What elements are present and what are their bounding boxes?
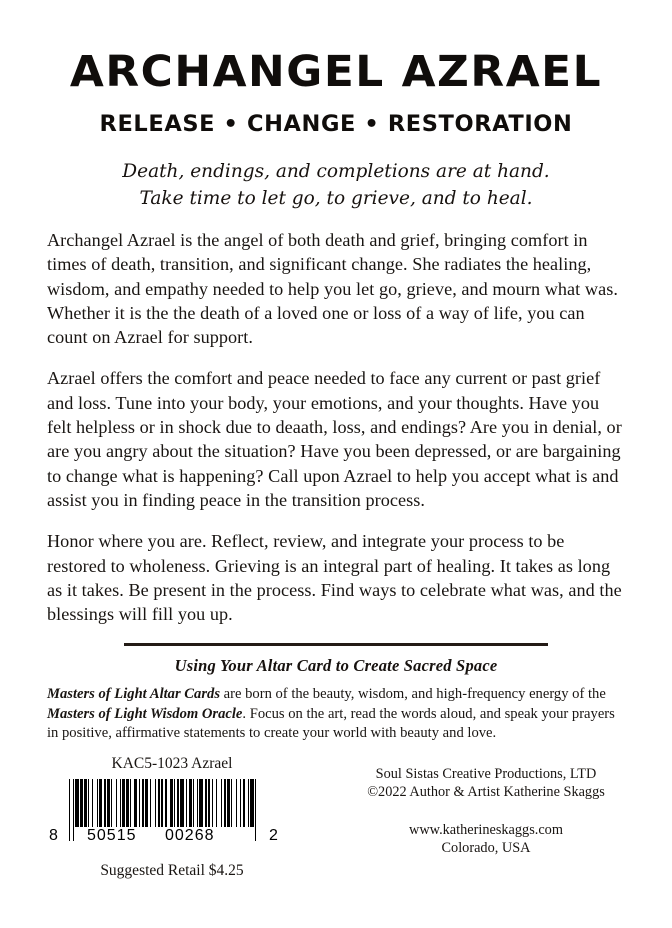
tagline-line-2: Take time to let go, to grieve, and to heal.: [139, 188, 533, 209]
sku-label: KAC5-1023 Azrael: [111, 755, 233, 772]
keyword-line: RELEASE • CHANGE • RESTORATION: [99, 111, 573, 137]
barcode: [47, 779, 297, 857]
barcode-digits: [47, 827, 297, 847]
altar-bold-1: Masters of Light Altar Cards: [47, 686, 220, 702]
publisher-copyright: ©2022 Author & Artist Katherine Skaggs: [367, 784, 605, 800]
altar-section-body: [47, 685, 625, 744]
body-paragraph-3: Honor where you are. Reflect, review, and integrate your process to be restored to wholeness. Grieving is an integral part of healing. It takes as long as it takes. Be present in the process. Find ways to celebrate what was, and the blessings will fill you up.: [47, 531, 622, 625]
section-divider: [124, 643, 548, 646]
altar-text-1: are born of the beauty, wisdom, and high-frequency energy of the: [220, 686, 606, 702]
publisher-website: www.katherineskaggs.com: [409, 822, 563, 838]
body-paragraph-1: Archangel Azrael is the angel of both death and grief, bringing comfort in times of death, transition, and significant change. She radiates the healing, wisdom, and empathy needed to help you let go, grieve, and mourn what was. Whether it is the the death of a loved one or loss of a way of life, you can count on Azrael for support.: [47, 230, 618, 348]
barcode-digit-left: 8: [49, 827, 59, 844]
altar-section-heading: Using Your Altar Card to Create Sacred Space: [174, 656, 498, 675]
tagline-line-1: Death, endings, and completions are at hand.: [122, 161, 550, 182]
publisher-location: Colorado, USA: [441, 840, 531, 856]
publisher-company: Soul Sistas Creative Productions, LTD: [375, 766, 597, 782]
body-paragraph-2: Azrael offers the comfort and peace needed to face any current or past grief and loss. Tune into your body, your emotions, and your thoughts. Have you felt helpless or in shock due to deaath, loss, and endings? Are you in denial, or are you angry about the situation? Have you been depressed, or are bargaining to change what is happening? Call upon Azrael to help you accept what is and assist you in finding peace in the transition process.: [47, 368, 622, 510]
barcode-digit-right: 2: [269, 827, 279, 844]
barcode-group-1: 50515: [87, 827, 137, 844]
suggested-retail: Suggested Retail $4.25: [100, 862, 244, 879]
altar-text-2: . Focus on the art, read the words aloud, and speak your prayers in positive, affirmative statements to create your world with beauty and love.: [47, 705, 615, 742]
barcode-group-2: 00268: [165, 827, 215, 844]
page-title: ARCHANGEL AZRAEL: [69, 47, 603, 97]
tagline: [0, 158, 672, 212]
publisher-block: [330, 765, 642, 857]
altar-bold-2: Masters of Light Wisdom Oracle: [47, 705, 243, 722]
body-copy: [47, 228, 625, 626]
